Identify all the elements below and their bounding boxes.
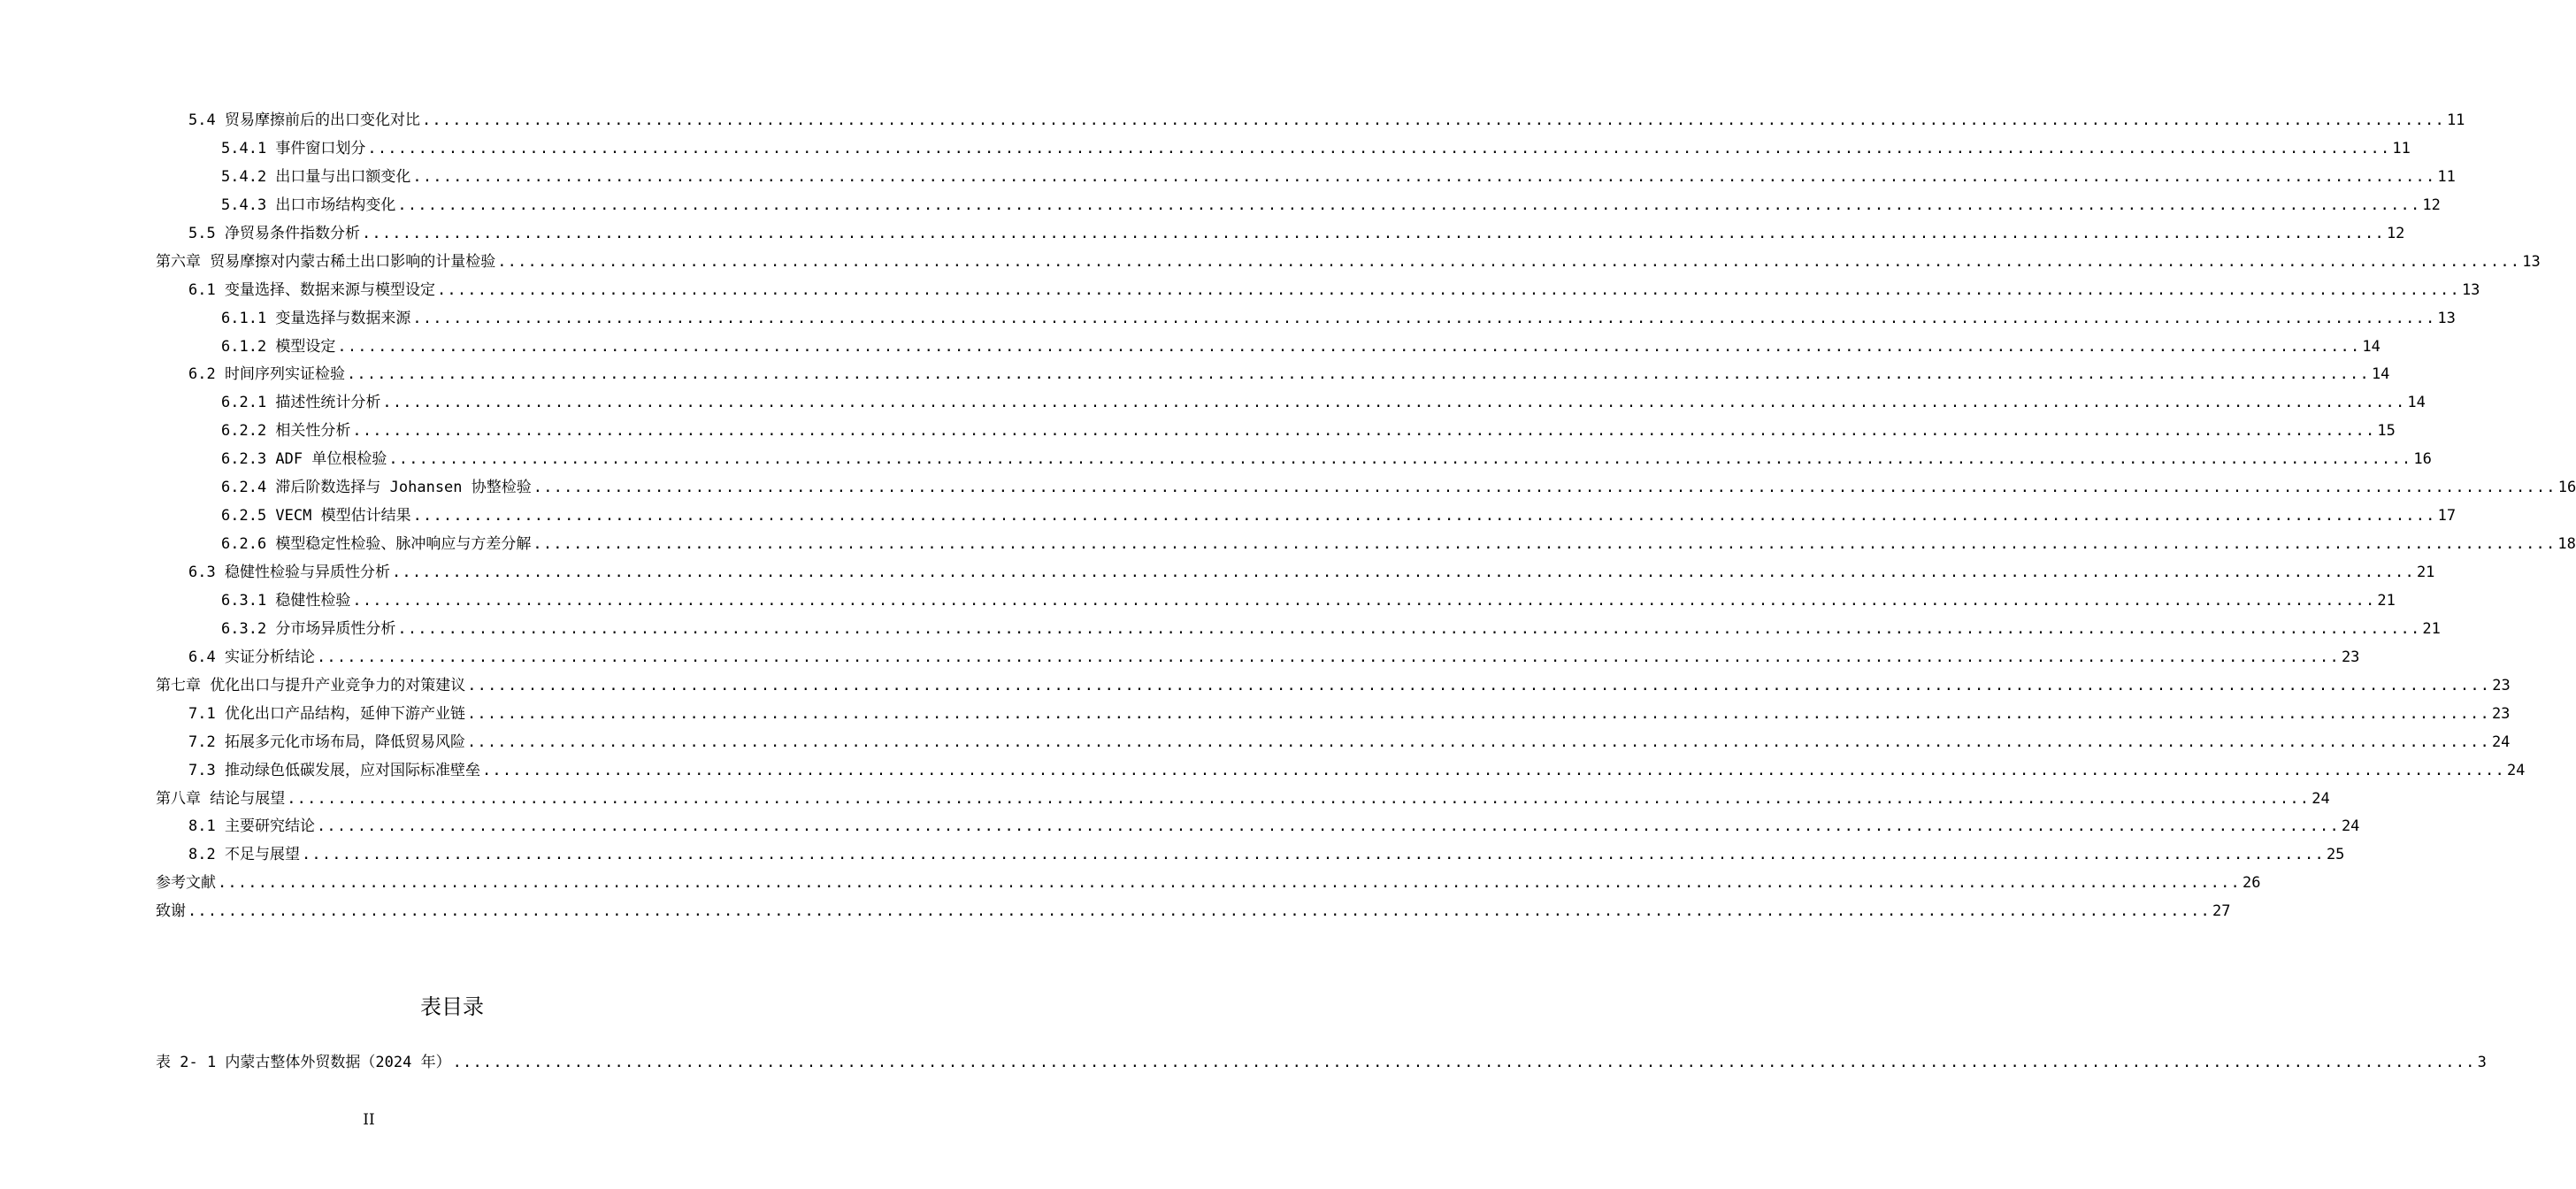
toc-dot-leader: ........................................................................................................................................................................................................: [467, 676, 2491, 694]
toc-row: [0, 249, 2541, 277]
toc-row: [0, 389, 2426, 418]
toc-dot-leader: ........................................................................................................................................................................................................: [388, 450, 2412, 469]
toc-entry-link[interactable]: [156, 870, 2261, 898]
toc-entry-label: 6.1 变量选择、数据来源与模型设定: [188, 280, 435, 299]
toc-dot-leader: ........................................................................................................................................................................................................: [533, 479, 2557, 497]
toc-entry-link[interactable]: [221, 334, 2380, 362]
toc-row: [0, 701, 2511, 729]
toc-row: [0, 502, 2457, 531]
toc-dot-leader: ........................................................................................................................................................................................................: [466, 733, 2490, 751]
toc-entry-label: 6.2.6 模型稳定性检验、脉冲响应与方差分解: [221, 535, 532, 554]
toc-entry-label: 6.2 时间序列实证检验: [188, 365, 345, 384]
toc-entry-label: 致谢: [156, 902, 186, 921]
toc-entry-link[interactable]: [221, 135, 2411, 164]
toc-entry-link[interactable]: [188, 757, 2526, 786]
toc-entry-page-number: 18: [2557, 535, 2576, 554]
toc-row: [0, 474, 2576, 502]
toc-entry-page-number: 12: [2386, 224, 2405, 242]
toc-entry-link[interactable]: [221, 192, 2441, 220]
toc-row: [0, 616, 2441, 644]
toc-entry-label: 5.4.3 出口市场结构变化: [221, 196, 396, 214]
toc-entry-link[interactable]: [188, 644, 2360, 672]
toc-dot-leader: ........................................................................................................................................................................................................: [497, 252, 2521, 271]
toc-dot-leader: ........................................................................................................................................................................................................: [346, 365, 2370, 384]
toc-entry-page-number: 21: [2422, 619, 2441, 638]
toc-entry-page-number: 15: [2377, 422, 2396, 441]
toc-entry-link[interactable]: [188, 813, 2360, 841]
toc-entry-link[interactable]: [156, 898, 2231, 926]
toc-entry-link[interactable]: [188, 729, 2511, 757]
toc-row: [0, 898, 2231, 926]
toc-entry-page-number: 16: [2413, 450, 2432, 469]
page-number: II: [363, 1111, 375, 1129]
toc-dot-leader: ........................................................................................................................................................................................................: [352, 422, 2376, 441]
toc-dot-leader: ........................................................................................................................................................................................................: [337, 337, 2361, 356]
toc-dot-leader: ........................................................................................................................................................................................................: [301, 846, 2325, 864]
toc-dot-leader: ........................................................................................................................................................................................................: [361, 224, 2385, 242]
toc-entry-link[interactable]: [221, 305, 2456, 334]
toc-entry-label: 5.4.2 出口量与出口额变化: [221, 167, 411, 186]
toc-entry-link[interactable]: [156, 249, 2541, 277]
toc-dot-leader: ........................................................................................................................................................................................................: [397, 196, 2421, 214]
toc-dot-leader: ........................................................................................................................................................................................................: [382, 394, 2406, 412]
toc-entry-link[interactable]: [221, 531, 2576, 559]
toc-entry-page-number: 16: [2557, 479, 2576, 497]
toc-entry-label: 第六章 贸易摩擦对内蒙古稀土出口影响的计量检验: [156, 252, 496, 271]
toc-dot-leader: ........................................................................................................................................................................................................: [352, 591, 2376, 610]
toc-entry-page-number: 3: [2477, 1054, 2487, 1071]
toc-row: [0, 107, 2465, 135]
toc-entry-page-number: 24: [2506, 761, 2526, 779]
toc-row: [0, 729, 2511, 757]
toc-entry-label: 7.1 优化出口产品结构，延伸下游产业链: [188, 704, 465, 723]
toc-dot-leader: ........................................................................................................................................................................................................: [316, 817, 2340, 836]
toc-row: [0, 418, 2396, 446]
toc-entry-link[interactable]: [221, 502, 2457, 531]
toc-entry-link[interactable]: [221, 446, 2432, 474]
toc-entry-page-number: 26: [2242, 874, 2261, 893]
toc-dot-leader: ........................................................................................................................................................................................................: [466, 704, 2490, 723]
toc-entry-label: 6.4 实证分析结论: [188, 648, 315, 666]
toc-entry-label: 5.4.1 事件窗口划分: [221, 139, 366, 157]
toc-row: [0, 841, 2345, 870]
toc-row: [0, 644, 2360, 672]
toc-entry-page-number: 27: [2212, 902, 2231, 921]
toc-entry-page-number: 11: [2446, 111, 2465, 129]
toc-row: [0, 813, 2360, 841]
toc-entry-label: 5.4 贸易摩擦前后的出口变化对比: [188, 111, 420, 129]
table-list-title: 表目录: [420, 994, 484, 1019]
toc-entry-link[interactable]: [221, 616, 2441, 644]
toc-entry-page-number: 11: [2437, 167, 2456, 186]
toc-entry-link[interactable]: [188, 107, 2465, 135]
toc-entry-label: 6.2.3 ADF 单位根检验: [221, 450, 387, 469]
toc-entry-link[interactable]: [221, 418, 2396, 446]
toc-entry-page-number: 21: [2416, 564, 2435, 581]
toc-row: [0, 672, 2511, 701]
toc-entry-page-number: 11: [2392, 139, 2411, 157]
toc-entry-page-number: 12: [2422, 196, 2441, 214]
toc-entry-page-number: 23: [2491, 704, 2511, 723]
toc-dot-leader: ........................................................................................................................................................................................................: [287, 789, 2311, 808]
toc-dot-leader: ........................................................................................................................................................................................................: [218, 874, 2241, 893]
toc-entry-link[interactable]: [221, 474, 2576, 502]
toc-entry-label: 6.2.2 相关性分析: [221, 422, 351, 441]
toc-row: [0, 531, 2576, 559]
toc-entry-link[interactable]: [221, 587, 2396, 616]
toc-row: [0, 305, 2456, 334]
table-of-contents: [0, 107, 2576, 926]
toc-dot-leader: ........................................................................................................................................................................................................: [188, 902, 2211, 921]
toc-entry-page-number: 14: [2371, 365, 2390, 384]
toc-row: [0, 587, 2396, 616]
toc-entry-link[interactable]: [188, 277, 2480, 305]
toc-entry-label: 6.3.2 分市场异质性分析: [221, 619, 396, 638]
toc-entry-label: 8.1 主要研究结论: [188, 817, 315, 836]
toc-entry-label: 参考文献: [156, 874, 216, 893]
toc-entry-page-number: 13: [2522, 252, 2541, 271]
toc-entry-page-number: 13: [2461, 280, 2480, 299]
toc-entry-label: 6.1.2 模型设定: [221, 337, 336, 356]
toc-row: [0, 361, 2390, 389]
toc-dot-leader: ........................................................................................................................................................................................................: [436, 280, 2460, 299]
toc-row: [0, 786, 2330, 814]
toc-entry-label: 6.2.1 描述性统计分析: [221, 394, 381, 412]
toc-entry-label: 第八章 结论与展望: [156, 789, 286, 808]
toc-row: [0, 757, 2526, 786]
toc-entry-page-number: 23: [2341, 648, 2360, 666]
toc-dot-leader: ........................................................................................................................................................................................................: [452, 1054, 2476, 1071]
toc-dot-leader: ........................................................................................................................................................................................................: [397, 619, 2421, 638]
toc-entry-page-number: 24: [2491, 733, 2511, 751]
toc-entry-page-number: 25: [2326, 846, 2345, 864]
table-list-row: [0, 1049, 2487, 1078]
toc-dot-leader: ........................................................................................................................................................................................................: [481, 761, 2505, 779]
toc-entry-label: 7.2 拓展多元化市场布局，降低贸易风险: [188, 733, 465, 751]
toc-dot-leader: ........................................................................................................................................................................................................: [412, 309, 2436, 327]
toc-entry-label: 6.1.1 变量选择与数据来源: [221, 309, 411, 327]
toc-dot-leader: ........................................................................................................................................................................................................: [412, 167, 2436, 186]
toc-entry-label: 6.2.5 VECM 模型估计结果: [221, 507, 411, 525]
toc-dot-leader: ........................................................................................................................................................................................................: [367, 139, 2391, 157]
toc-entry-link[interactable]: [188, 701, 2511, 729]
toc-row: [0, 334, 2380, 362]
toc-row: [0, 135, 2411, 164]
toc-entry-label: 6.3.1 稳健性检验: [221, 591, 351, 610]
toc-entry-label: 5.5 净贸易条件指数分析: [188, 224, 360, 242]
toc-entry-label: 第七章 优化出口与提升产业竞争力的对策建议: [156, 676, 466, 694]
toc-dot-leader: ........................................................................................................................................................................................................: [316, 648, 2340, 666]
toc-entry-page-number: 14: [2407, 394, 2426, 412]
toc-entry-link[interactable]: [156, 786, 2330, 814]
toc-entry-label: 8.2 不足与展望: [188, 846, 300, 864]
toc-entry-page-number: 13: [2437, 309, 2456, 327]
toc-entry-label: 6.2.4 滞后阶数选择与 Johansen 协整检验: [221, 479, 532, 497]
toc-entry-page-number: 24: [2341, 817, 2360, 836]
toc-row: [0, 277, 2480, 305]
toc-row: [0, 446, 2432, 474]
toc-entry-link[interactable]: [188, 361, 2390, 389]
toc-entry-link[interactable]: [221, 164, 2456, 192]
toc-row: [0, 220, 2405, 249]
toc-entry-label: 6.3 稳健性检验与异质性分析: [188, 564, 390, 581]
toc-dot-leader: ........................................................................................................................................................................................................: [412, 507, 2436, 525]
toc-entry-link[interactable]: [188, 559, 2435, 587]
toc-entry-page-number: 21: [2377, 591, 2396, 610]
table-list: [0, 1049, 2487, 1078]
toc-dot-leader: ........................................................................................................................................................................................................: [421, 111, 2445, 129]
toc-row: [0, 192, 2441, 220]
toc-dot-leader: ........................................................................................................................................................................................................: [391, 564, 2415, 581]
toc-entry-link[interactable]: [156, 1049, 2487, 1078]
toc-row: [0, 164, 2456, 192]
toc-entry-page-number: 14: [2362, 337, 2380, 356]
toc-entry-page-number: 24: [2312, 789, 2330, 808]
toc-row: [0, 870, 2261, 898]
toc-entry-link[interactable]: [221, 389, 2426, 418]
toc-entry-label: 表 2- 1 内蒙古整体外贸数据（2024 年）: [156, 1054, 451, 1071]
toc-row: [0, 559, 2435, 587]
toc-entry-page-number: 23: [2492, 676, 2511, 694]
toc-entry-link[interactable]: [188, 841, 2345, 870]
toc-entry-link[interactable]: [156, 672, 2511, 701]
toc-entry-label: 7.3 推动绿色低碳发展，应对国际标准壁垒: [188, 761, 480, 779]
toc-entry-link[interactable]: [188, 220, 2405, 249]
toc-dot-leader: ........................................................................................................................................................................................................: [533, 535, 2557, 554]
toc-entry-page-number: 17: [2437, 507, 2457, 525]
